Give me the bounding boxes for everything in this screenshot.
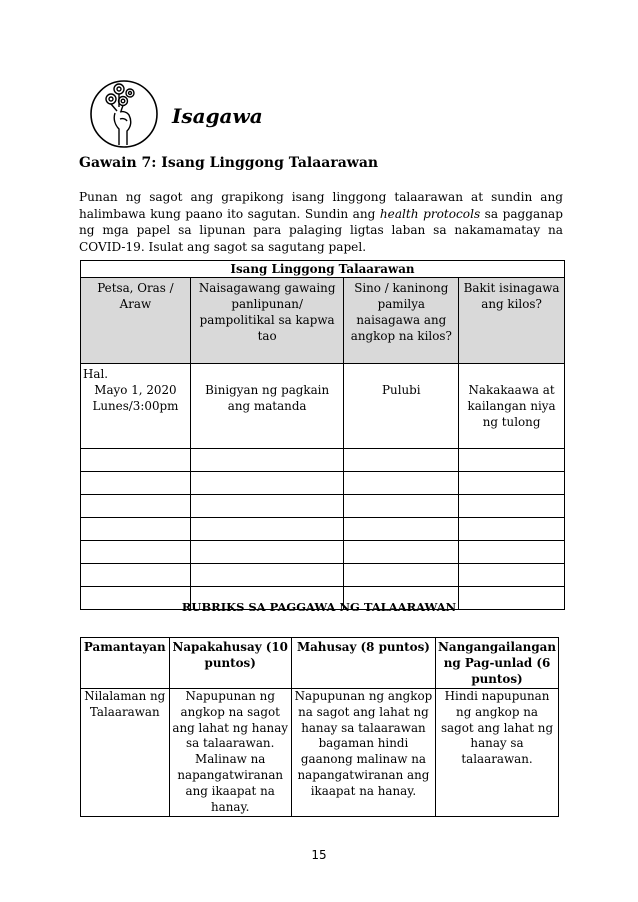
rubric-title: RUBRIKS SA PAGGAWA NG TALAARAWAN — [181, 600, 457, 614]
column-header: Petsa, Oras / Araw — [81, 278, 191, 364]
page-number: 15 — [311, 848, 327, 862]
rubric-header: Napakahusay (10 puntos) — [169, 638, 291, 689]
activity-title: Gawain 7: Isang Linggong Talaarawan — [79, 155, 379, 171]
section-title: Isagawa — [172, 104, 263, 128]
example-date: Mayo 1, 2020 — [94, 383, 177, 397]
rubric-table — [80, 637, 559, 817]
table-row — [81, 472, 565, 495]
example-row — [81, 364, 565, 449]
example-who: Pulubi — [344, 364, 459, 449]
column-header: Naisagawang gawaing panlipunan/ pampolitikal sa kapwa tao — [190, 278, 344, 364]
example-time: Lunes/3:00pm — [92, 399, 179, 413]
rubric-header: Mahusay (8 puntos) — [291, 638, 435, 689]
rubric-header: Nangangailangan ng Pag-unlad (6 puntos) — [436, 638, 559, 689]
example-activity: Binigyan ng pagkain ang matanda — [190, 364, 344, 449]
table-row — [81, 495, 565, 518]
diary-table — [80, 260, 565, 610]
rubric-row — [81, 688, 559, 816]
activity-instructions: Punan ng sagot ang grapikong isang linggong talaarawan at sundin ang halimbawa kung paano ito sagutan. Sundin ang health protocols sa pagganap ng mga papel sa lipunan para palaging ligtas laban sa nakamamatay na COVID-19. Isulat ang sagot sa sagutang papel. — [79, 190, 563, 254]
rubric-cell: Napupunan ng angkop na sagot ang lahat ng hanay sa talaarawan. Malinaw na napangatwiranan ang ikaapat na hanay. — [169, 688, 291, 816]
diary-table-caption: Isang Linggong Talaarawan — [81, 261, 565, 278]
rubric-cell: Hindi napupunan ng angkop na sagot ang lahat ng hanay sa talaarawan. — [436, 688, 559, 816]
example-label: Hal. — [83, 367, 109, 381]
table-row — [81, 541, 565, 564]
table-row — [81, 518, 565, 541]
hand-holding-gears-icon — [89, 79, 159, 149]
column-header: Bakit isinagawa ang kilos? — [459, 278, 565, 364]
rubric-cell: Napupunan ng angkop na sagot ang lahat ng hanay sa talaarawan bagaman hindi gaanong malinaw na napangatwiranan ang ikaapat na hanay. — [291, 688, 435, 816]
example-why: Nakakaawa at kailangan niya ng tulong — [459, 364, 565, 449]
example-date-cell — [81, 364, 191, 449]
table-row — [81, 564, 565, 587]
table-row — [81, 449, 565, 472]
rubric-cell: Nilalaman ng Talaarawan — [81, 688, 170, 816]
column-header: Sino / kaninong pamilya naisagawa ang angkop na kilos? — [344, 278, 459, 364]
rubric-header: Pamantayan — [81, 638, 170, 689]
